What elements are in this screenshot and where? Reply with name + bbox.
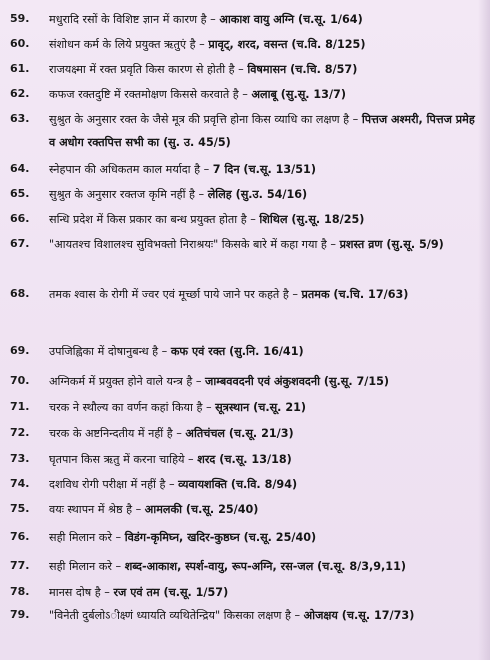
question-stem: राजयक्ष्मा में रक्त प्रवृति किस कारण से होती है –	[49, 63, 244, 76]
question-stem: "आयतश्च विशालश्च सुविभक्तो निराश्रयः" किसके बारे में कहा गया है –	[49, 238, 336, 251]
answer: सूत्रस्थान (च.सू. 21)	[215, 401, 306, 414]
question-number: 72.	[10, 426, 30, 439]
question-number: 79.	[10, 608, 30, 621]
question-text	[49, 33, 481, 56]
question-number: 73.	[10, 452, 30, 465]
question-text	[49, 233, 481, 256]
question-text	[49, 422, 481, 445]
answer: अलाबू (सु.सू. 13/7)	[251, 88, 346, 101]
question-text	[49, 396, 481, 419]
answer: कफ एवं रक्त (सु.नि. 16/41)	[170, 345, 304, 358]
answer: शिथिल (सु.सू. 18/25)	[259, 213, 365, 226]
question-stem: कफज रक्तदुष्टि में रक्तमोक्षण किससे करवाते है –	[49, 88, 248, 101]
question-stem: दशविध रोगी परीक्षा में नहीं है –	[49, 478, 175, 491]
question-text	[49, 581, 481, 604]
answer: आमलकी (च.सू. 25/40)	[144, 503, 259, 516]
question-number: 74.	[10, 477, 30, 490]
question-stem: स्नेहपान की अधिकतम काल मर्यादा है –	[49, 163, 210, 176]
question-stem: उपजिह्विका में दोषानुबन्ध है –	[49, 345, 168, 358]
answer: पित्तज अश्मरी, पित्तज प्रमेह व अधोग रक्तपित्त सभी का (सु. उ. 45/5)	[49, 113, 475, 149]
answer: आकाश वायु अग्नि (च.सू. 1/64)	[219, 13, 363, 26]
answer: शब्द-आकाश, स्पर्श-वायु, रूप-अग्नि, रस-जल (च.सू. 8/3,9,11)	[124, 560, 406, 573]
question-stem: सुश्रुत के अनुसार रक्त के जैसे मूत्र की प्रवृत्ति होना किस व्याधि का लक्षण है –	[49, 113, 359, 126]
answer: शरद (च.सू. 13/18)	[197, 453, 292, 466]
question-text	[49, 83, 481, 106]
question-number: 77.	[10, 559, 30, 572]
answer: विडंग-कृमिघ्न, खदिर-कुष्ठघ्न (च.सू. 25/40)	[124, 531, 317, 544]
question-text	[49, 526, 481, 549]
question-stem: चरक के अष्टनिन्दतीय में नहीं है –	[49, 427, 182, 440]
question-stem: घृतपान किस ऋतु में करना चाहिये –	[49, 453, 194, 466]
question-stem: तमक श्वास के रोगी में ज्वर एवं मूर्च्छा पाये जाने पर कहते है –	[49, 288, 298, 301]
question-number: 68.	[10, 287, 30, 300]
question-text	[49, 370, 481, 393]
question-number: 63.	[10, 112, 30, 125]
question-stem: सही मिलान करे –	[49, 560, 122, 573]
question-text	[49, 340, 481, 363]
answer: प्रतमक (च.चि. 17/63)	[301, 288, 409, 301]
question-number: 62.	[10, 87, 30, 100]
question-number: 76.	[10, 530, 30, 543]
question-text	[49, 108, 481, 154]
question-number: 71.	[10, 400, 30, 413]
question-number: 78.	[10, 585, 30, 598]
answer: 7 दिन (च.सू. 13/51)	[212, 163, 316, 176]
question-stem: मानस दोष है –	[49, 586, 110, 599]
answer: लेलिह (सु.उ. 54/16)	[207, 188, 308, 201]
answer: विषमासन (च.चि. 8/57)	[247, 63, 358, 76]
question-stem: वयः स्थापन में श्रेष्ठ है –	[49, 503, 142, 516]
question-number: 70.	[10, 374, 30, 387]
answer: अतिचंचल (च.सू. 21/3)	[185, 427, 294, 440]
question-text	[49, 283, 481, 306]
question-text	[49, 158, 481, 181]
question-text	[49, 498, 481, 521]
question-text	[49, 555, 481, 578]
answer: रज एवं तम (च.सू. 1/57)	[113, 586, 229, 599]
question-number: 59.	[10, 12, 30, 25]
answer: ओजक्षय (च.सू. 17/73)	[303, 609, 415, 622]
question-stem: मधुरादि रसों के विशिष्ट ज्ञान में कारण है –	[49, 13, 216, 26]
question-stem: सुश्रुत के अनुसार रक्तज कृमि नहीं है –	[49, 188, 205, 201]
question-stem: सन्धि प्रदेश में किस प्रकार का बन्ध प्रयुक्त होता है –	[49, 213, 256, 226]
question-number: 67.	[10, 237, 30, 250]
page-edge-shadow	[478, 0, 490, 660]
question-text	[49, 58, 481, 81]
question-text	[49, 208, 481, 231]
question-text	[49, 473, 481, 496]
question-text	[49, 448, 481, 471]
question-number: 75.	[10, 502, 30, 515]
question-number: 65.	[10, 187, 30, 200]
question-text	[49, 183, 481, 206]
question-number: 69.	[10, 344, 30, 357]
answer: व्यवायशक्ति (च.वि. 8/94)	[178, 478, 298, 491]
question-stem: "विनेती दुर्बलोऽीक्ष्णं ध्यायति व्यथितेन्द्रिय" किसका लक्षण है –	[49, 609, 301, 622]
answer: प्रावृट्, शरद, वसन्त (च.वि. 8/125)	[208, 38, 366, 51]
answer: जाम्बववदनी एवं अंकुशवदनी (सु.सू. 7/15)	[205, 375, 390, 388]
question-number: 64.	[10, 162, 30, 175]
question-number: 66.	[10, 212, 30, 225]
question-text	[49, 604, 481, 627]
question-number: 60.	[10, 37, 30, 50]
question-stem: सही मिलान करे –	[49, 531, 122, 544]
question-number: 61.	[10, 62, 30, 75]
answer: प्रशस्त व्रण (सु.सू. 5/9)	[339, 238, 444, 251]
question-stem: संशोधन कर्म के लिये प्रयुक्त ऋतुएं है –	[49, 38, 205, 51]
question-stem: चरक ने स्थौल्य का वर्णन कहां किया है –	[49, 401, 212, 414]
question-text	[49, 8, 481, 31]
question-stem: अग्निकर्म में प्रयुक्त होने वाले यन्त्र है –	[49, 375, 202, 388]
